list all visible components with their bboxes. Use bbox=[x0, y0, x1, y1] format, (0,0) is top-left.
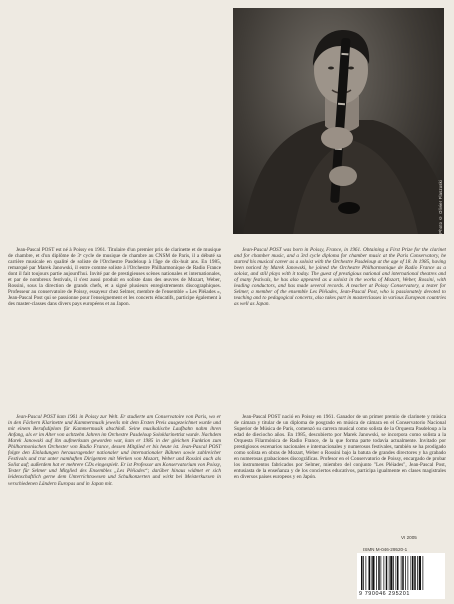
barcode-bar bbox=[372, 556, 374, 590]
photo-credit: Photo © Olivier Flaszuski bbox=[438, 180, 443, 234]
barcode-bar bbox=[414, 556, 416, 590]
barcode-bar bbox=[402, 556, 404, 590]
barcode-bar bbox=[405, 556, 406, 590]
barcode-bar bbox=[361, 556, 363, 590]
biography-german bbox=[8, 414, 221, 487]
barcode-bar bbox=[389, 556, 390, 590]
barcode-bar bbox=[384, 556, 385, 590]
barcode-bars bbox=[361, 556, 441, 590]
barcode-bar bbox=[423, 556, 424, 590]
biography-french-text: Jean-Pascal POST est né à Poissy en 1961. Titulaire d'un premier prix de clarinette et de musique de chambre, et d'un diplôme de 3ᵉ cycle de musique de chambre au CNSM de Paris, il a débuté sa carrière musicale en qualité de soliste de l'Orchestre Pasdeloup à l'âge de dix-huit ans. En 1985, remarqué par Marek Janowski, il entre comme soliste à l'Orchestre Philharmonique de Radio France dont il fait toujours partie aujourd'hui. Invité par de prestigieuses scènes nationales et internationales, et par de nombreux festivals, il s'est aussi produit en soliste dans des œuvres de Mozart, Weber, Rossini, sous la direction de grands chefs, et a signé plusieurs enregistrements discographiques. Professeur au conservatoire de Poissy, essayeur chez Selmer, membre de l'ensemble « Les Pléiades », Jean-Pascal Post qui se passionne pour l'enseignement et les concerts éducatifs, participe également à des master-classes dans divers pays européens et au Japon. bbox=[8, 247, 221, 308]
barcode-bar bbox=[417, 556, 418, 590]
barcode-bar bbox=[411, 556, 412, 590]
barcode-bar bbox=[376, 556, 377, 590]
barcode-bar bbox=[381, 556, 382, 590]
barcode-bar bbox=[393, 556, 394, 590]
barcode-bar bbox=[390, 556, 392, 590]
biography-french bbox=[8, 247, 221, 307]
biography-german-text: Jean-Pascal POST kam 1961 in Poissy zur Welt. Er studierte am Conservatoire von Paris, wo er in den Fächern Klarinette und Kammermusik jeweils mit dem Ersten Preis ausgezeichnet wurde und mit einem Berufsdiplom für Kammermusik abschloß. Seine musikalische Laufbahn nahm ihren Anfang, als er im Alter von achtzehn Jahren im Orchestre Pasdeloup Soloklarinettist wurde. Nachdem Marek Janowski auf ihn aufmerksam geworden war, kam er 1985 in der gleichen Funktion zum Philharmonischen Orchester von Radio France, dessen Mitglied er bis heute ist. Jean-Pascal POST folgte den Einladungen herausragender nationaler und internationaler Bühnen sowie zahlreicher Festivals und trat unter namhaften Dirigenten mit Werken von Mozart, Weber und Rossini auch als Solist auf; außerdem hat er mehrere CDs eingespielt. Er ist Professor am Konservatorium von Poissy, Tester für Selmer und Mitglied des Ensembles „Les Pléiades“; darüber hinaus widmet er sich leidenschaftlich gerne dem Unterrichtswesen und Schulkonzerten und wirkt bei Meisterkursen in verschiedenen Ländern Europas und in Japan mit. bbox=[8, 414, 221, 487]
barcode-bar bbox=[369, 556, 371, 590]
biography-spanish-text: Jean-Pascal POST nació en Poissy en 1961. Ganador de un primer premio de clarinete y música de cámara y titular de un diploma de posgrado en música de cámara en el Conservatorio Nacional Superior de Música de París, comenzó su carrera musical como solista de la Orquesta Pasdeloup a la edad de dieciocho años. En 1985, descubierto por Marek Janowski, se incorpora como solista a la Orquesta Filarmónica de Radio France, de la que forma parte todavía actualmente. Invitado por prestigiosos escenarios nacionales e internacionales y numerosos festivales, también se ha prodigado como solista en obras de Mozart, Weber o Rossini bajo la batuta de grandes directores y ha grabado en numerosas grabaciones discográficas. Profesor en el Conservatorio de Poissy, encargado de probar los instrumentos fabricados por Selmer, miembro del conjunto "Les Pléiades", Jean-Pascal Post, entusiasta de la enseñanza y de los conciertos educativos, participa igualmente en clases magistrales en diversos países europeos y en Japón. bbox=[234, 414, 446, 481]
portrait-photo bbox=[233, 8, 444, 234]
barcode-bar bbox=[412, 556, 414, 590]
barcode-bar bbox=[378, 556, 380, 590]
biography-english-text: Jean-Pascal POST was born in Poissy, France, in 1961. Obtaining a First Prize for the clarinet and for chamber music, and a 3rd cycle diploma for chamber music at the Paris Conservatory, he started his musical career as a soloist with the Orchestre Pasdeloup at the age of 18. In 1985, having been noticed by Marek Janowski, he joined the Orchestre Philharmonique de Radio France as a soloist, and still plays with it today. The guest of prestigious national and international theatres and of many festivals, he has also appeared as a soloist in the works of Mozart, Weber, Rossini, with leading conductors, and has made several records. A teacher at Poissy Conservatory, a tester for Selmer, a member of the ensemble Les Pléiades, Jean-Pascal Post, who is passionately devoted to teaching and to pedagogical concerts, also takes part in masterclasses in various European countries as well as Japan. bbox=[234, 247, 446, 308]
barcode-bar bbox=[366, 556, 367, 590]
barcode-bar bbox=[401, 556, 402, 590]
biography-english bbox=[234, 247, 446, 307]
barcode bbox=[357, 553, 445, 599]
barcode-bar bbox=[396, 556, 397, 590]
barcode-bar bbox=[397, 556, 399, 590]
barcode-number: 9 790046 295201 bbox=[359, 591, 410, 597]
barcode-bar bbox=[408, 556, 409, 590]
barcode-bar bbox=[371, 556, 372, 590]
barcode-bar bbox=[386, 556, 388, 590]
barcode-bar bbox=[363, 556, 364, 590]
biography-spanish bbox=[234, 414, 446, 481]
clarinetist-portrait-image bbox=[233, 8, 444, 234]
ismn-code: ISMN M-046-29520-1 bbox=[363, 547, 408, 552]
edition-reference: VI 2005 bbox=[401, 535, 417, 540]
barcode-bar bbox=[419, 556, 421, 590]
